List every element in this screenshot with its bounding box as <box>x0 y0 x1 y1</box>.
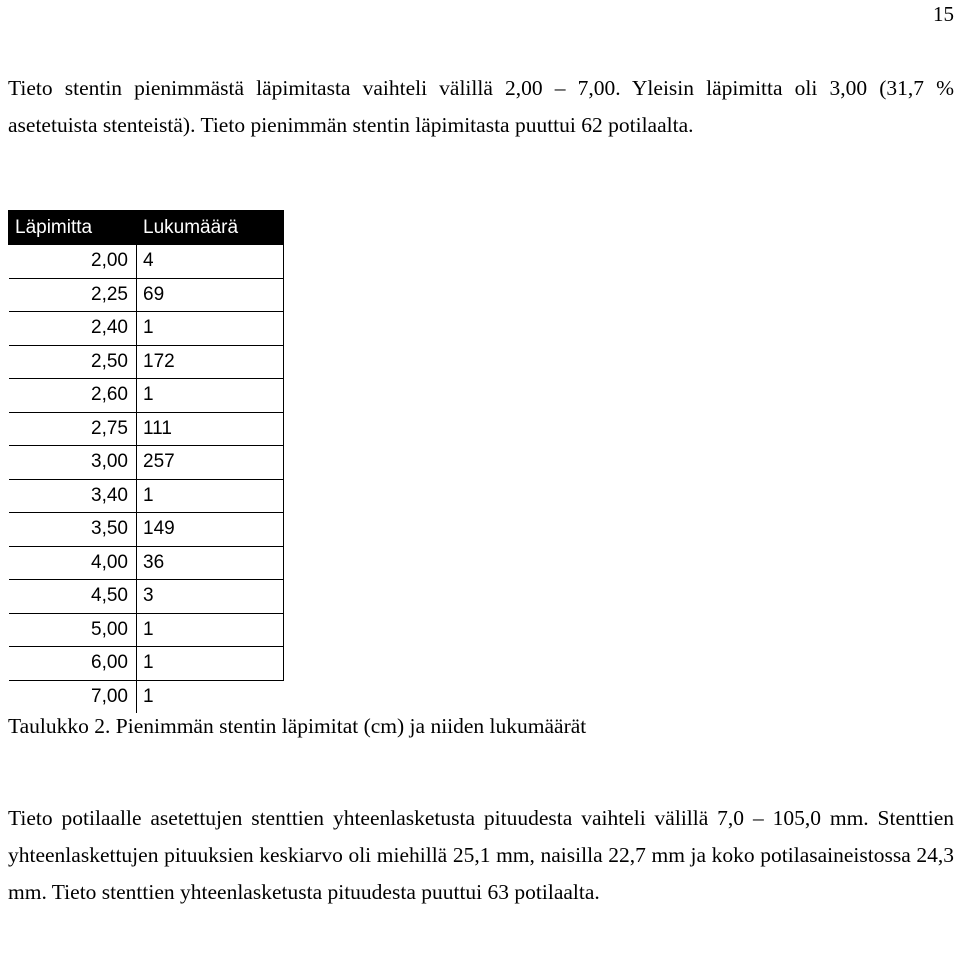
table-row <box>9 278 284 312</box>
cell-count: 4 <box>137 245 284 279</box>
table-row <box>9 546 284 580</box>
cell-diameter: 4,50 <box>9 580 137 614</box>
cell-diameter: 3,50 <box>9 513 137 547</box>
table-row <box>9 446 284 480</box>
page-number: 15 <box>933 2 954 26</box>
table-row <box>9 245 284 279</box>
cell-count: 36 <box>137 546 284 580</box>
table-row <box>9 479 284 513</box>
table-row <box>9 513 284 547</box>
cell-diameter: 2,50 <box>9 345 137 379</box>
cell-count: 172 <box>137 345 284 379</box>
cell-diameter: 6,00 <box>9 647 137 681</box>
paragraph-stent-diameter: Tieto stentin pienimmästä läpimitasta vaihteli välillä 2,00 – 7,00. Yleisin läpimitta oli 3,00 (31,7 % asetetuista stenteistä). Tieto pienimmän stentin läpimitasta puuttui 62 potilaalta. <box>8 76 954 137</box>
cell-diameter: 2,25 <box>9 278 137 312</box>
cell-diameter: 5,00 <box>9 613 137 647</box>
cell-diameter: 7,00 <box>91 685 128 707</box>
table-row <box>9 680 284 713</box>
cell-count: 149 <box>137 513 284 547</box>
cell-diameter: 3,00 <box>9 446 137 480</box>
cell-count: 111 <box>137 412 284 446</box>
cell-count: 1 <box>137 479 284 513</box>
cell-count: 3 <box>137 580 284 614</box>
cell-count: 1 <box>137 312 284 346</box>
table-header-row <box>9 211 284 245</box>
cell-diameter: 2,00 <box>9 245 137 279</box>
paragraph-stent-length: Tieto potilaalle asetettujen stenttien yhteenlasketusta pituudesta vaihteli välillä 7,0 – 105,0 mm. Stenttien yhteenlaskettujen pituuksien keskiarvo oli miehillä 25,1 mm, naisilla 22,7 mm ja koko potilasaineistossa 24,3 mm. Tieto stenttien yhteenlasketusta pituudesta puuttui 63 potilaalta. <box>8 806 954 904</box>
cell-count: 1 <box>137 647 284 681</box>
table-row <box>9 345 284 379</box>
cell-count: 1 <box>137 379 284 413</box>
cell-count: 257 <box>137 446 284 480</box>
cell-count: 69 <box>137 278 284 312</box>
cell-diameter: 2,75 <box>9 412 137 446</box>
diameter-table <box>8 210 284 713</box>
header-diameter: Läpimitta <box>9 211 137 245</box>
cell-diameter: 2,60 <box>9 379 137 413</box>
cell-diameter: 2,40 <box>9 312 137 346</box>
table-caption: Taulukko 2. Pienimmän stentin läpimitat (cm) ja niiden lukumäärät <box>8 714 587 738</box>
table-row <box>9 647 284 681</box>
table-row <box>9 412 284 446</box>
header-count: Lukumäärä <box>137 211 284 245</box>
cell-diameter: 4,00 <box>9 546 137 580</box>
cell-count: 1 <box>137 613 284 647</box>
cell-diameter: 3,40 <box>9 479 137 513</box>
table-row <box>9 613 284 647</box>
table-row <box>9 379 284 413</box>
table-row <box>9 312 284 346</box>
cell-count: 1 <box>137 680 284 713</box>
table-row <box>9 580 284 614</box>
